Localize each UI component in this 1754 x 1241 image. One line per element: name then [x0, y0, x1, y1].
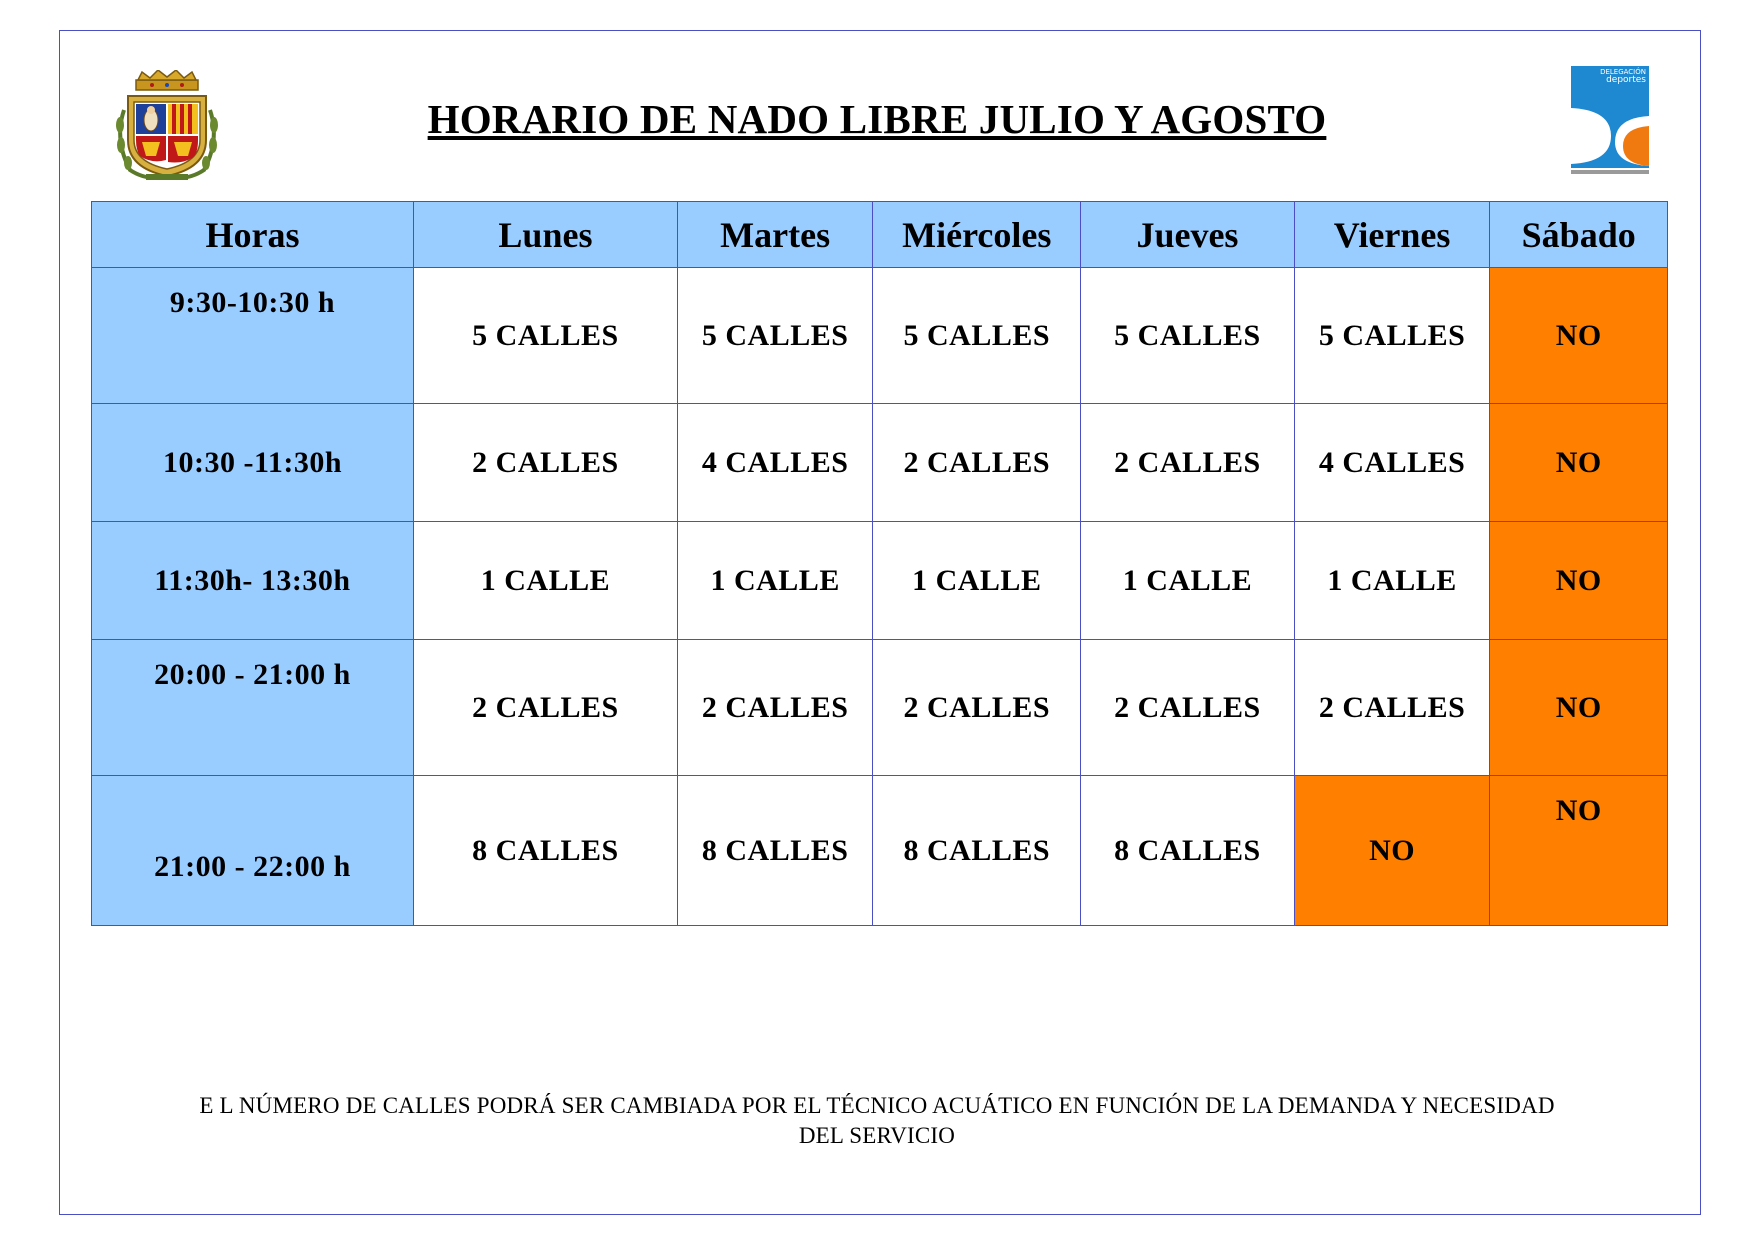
logo-line1: DELEGACIÓN: [1600, 68, 1646, 76]
lane-cell: 5 CALLES: [414, 268, 678, 404]
column-header: Viernes: [1294, 202, 1490, 268]
lane-cell: 8 CALLES: [873, 776, 1081, 926]
logo-line2: deportes: [1606, 75, 1646, 85]
closed-cell: NO: [1294, 776, 1490, 926]
column-header: Miércoles: [873, 202, 1081, 268]
column-header: Martes: [677, 202, 873, 268]
lane-cell: 2 CALLES: [1081, 640, 1295, 776]
column-header: Jueves: [1081, 202, 1295, 268]
page-title: HORARIO DE NADO LIBRE JULIO Y AGOSTO: [427, 96, 1327, 142]
swim-schedule-table: [91, 201, 1668, 926]
lane-cell: 4 CALLES: [1294, 404, 1490, 522]
lane-cell: 8 CALLES: [677, 776, 873, 926]
lane-cell: 2 CALLES: [873, 640, 1081, 776]
lane-cell: 2 CALLES: [414, 404, 678, 522]
column-header: Lunes: [414, 202, 678, 268]
hour-cell: 11:30h- 13:30h: [92, 522, 414, 640]
lane-cell: 5 CALLES: [873, 268, 1081, 404]
lane-cell: 8 CALLES: [414, 776, 678, 926]
footer-note-line1: E L NÚMERO DE CALLES PODRÁ SER CAMBIADA POR EL TÉCNICO ACUÁTICO EN FUNCIÓN DE LA DEMANDA Y NECESIDAD: [199, 1093, 1555, 1118]
lane-cell: 1 CALLE: [677, 522, 873, 640]
lane-cell: 4 CALLES: [677, 404, 873, 522]
lane-cell: 5 CALLES: [677, 268, 873, 404]
hour-cell: 20:00 - 21:00 h: [92, 640, 414, 776]
lane-cell: 2 CALLES: [414, 640, 678, 776]
table-row: [92, 776, 1668, 926]
hour-cell: 9:30-10:30 h: [92, 268, 414, 404]
table-row: [92, 640, 1668, 776]
closed-cell: NO: [1490, 776, 1668, 926]
table-row: [92, 404, 1668, 522]
lane-cell: 1 CALLE: [414, 522, 678, 640]
lane-cell: 1 CALLE: [873, 522, 1081, 640]
lane-cell: 5 CALLES: [1294, 268, 1490, 404]
closed-cell: NO: [1490, 268, 1668, 404]
lane-cell: 8 CALLES: [1081, 776, 1295, 926]
lane-cell: 2 CALLES: [1081, 404, 1295, 522]
closed-cell: NO: [1490, 640, 1668, 776]
lane-cell: 2 CALLES: [873, 404, 1081, 522]
lane-cell: 1 CALLE: [1294, 522, 1490, 640]
hour-cell: 21:00 - 22:00 h: [92, 776, 414, 926]
table-header-row: [92, 202, 1668, 268]
closed-cell: NO: [1490, 404, 1668, 522]
lane-cell: 2 CALLES: [1294, 640, 1490, 776]
footer-note: [120, 1091, 1634, 1151]
footer-note-line2: DEL SERVICIO: [798, 1123, 956, 1148]
lane-cell: 2 CALLES: [677, 640, 873, 776]
hour-cell: 10:30 -11:30h: [92, 404, 414, 522]
column-header: Sábado: [1490, 202, 1668, 268]
table-row: [92, 268, 1668, 404]
closed-cell: NO: [1490, 522, 1668, 640]
lane-cell: 1 CALLE: [1081, 522, 1295, 640]
table-row: [92, 522, 1668, 640]
lane-cell: 5 CALLES: [1081, 268, 1295, 404]
column-header: Horas: [92, 202, 414, 268]
